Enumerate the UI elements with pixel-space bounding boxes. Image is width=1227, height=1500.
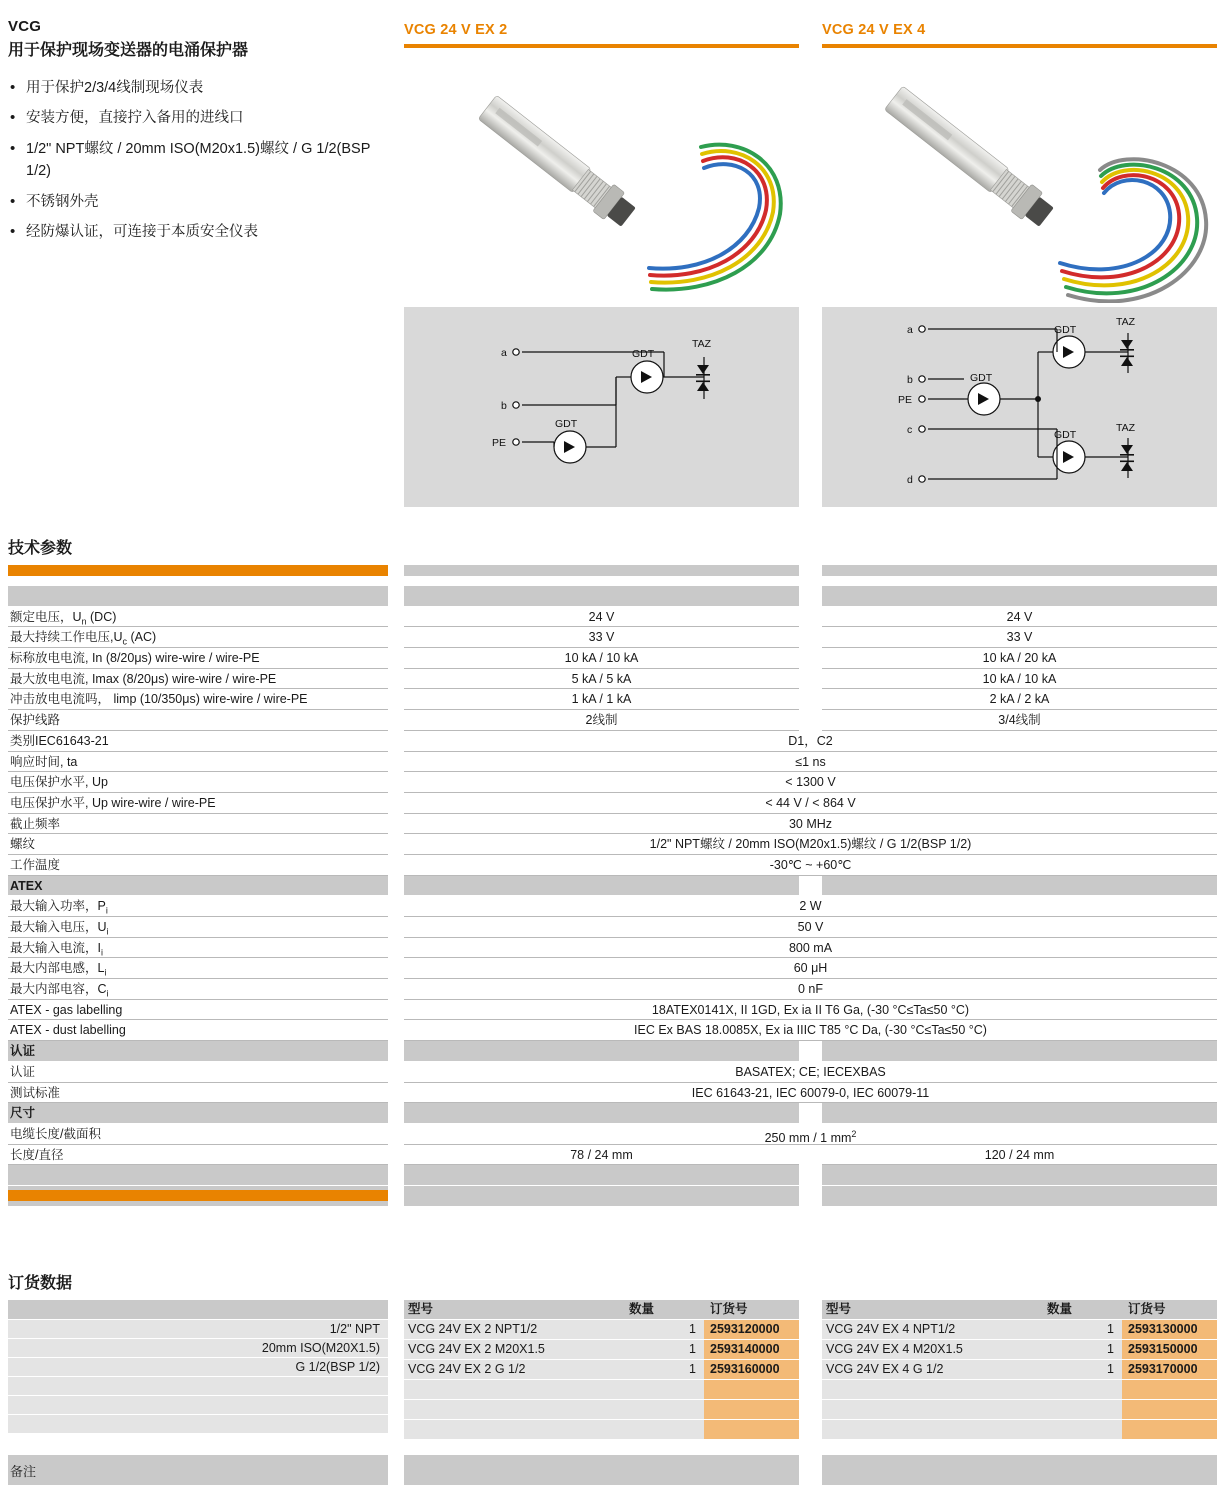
spec-row (404, 689, 1217, 710)
table-row[interactable] (822, 1320, 1217, 1340)
order-code (704, 1400, 799, 1420)
spec-row (404, 1186, 1217, 1207)
order-code (704, 1380, 799, 1400)
spec-row (404, 876, 1217, 897)
spec-value: 5 kA / 5 kA (404, 669, 799, 690)
order-model: VCG 24V EX 2 G 1/2 (408, 1362, 526, 1376)
spec-row (404, 710, 1217, 731)
diagram-part: GDT (970, 372, 993, 384)
order-code: 2593160000 (704, 1360, 799, 1380)
spec-row (404, 669, 1217, 690)
order-model (822, 1420, 1047, 1440)
spec-row-label: 电压保护水平, Up (8, 772, 388, 793)
spec-row-label: 保护线路 (8, 710, 388, 731)
order-qty: 1 (689, 1362, 696, 1376)
product-photo-1 (404, 48, 799, 303)
spec-value: 10 kA / 10 kA (822, 669, 1217, 690)
product-column-2 (822, 22, 1217, 507)
diagram-label: a (501, 347, 507, 359)
order-qty (629, 1380, 704, 1400)
spec-row-label: 最大内部电容，$C_i$ (8, 979, 388, 1000)
spec-value: BASATEX; CE; IECEXBAS (404, 1062, 1217, 1083)
order-code (704, 1420, 799, 1440)
spec-value (404, 1103, 799, 1124)
spec-row-label: 标称放电电流, In (8/20μs) wire-wire / wire-PE (8, 648, 388, 669)
spec-row-label: 长度/直径 (8, 1145, 388, 1166)
spec-value: IEC 61643-21, IEC 60079-0, IEC 60079-11 (404, 1083, 1217, 1104)
spec-bar-2 (822, 565, 1217, 576)
spec-row (404, 1145, 1217, 1166)
spec-value: 10 kA / 10 kA (404, 648, 799, 669)
spec-row-label: 电压保护水平, Up wire-wire / wire-PE (8, 793, 388, 814)
column-header: 数量 (629, 1302, 655, 1316)
ordering-header-row (822, 1300, 1217, 1320)
ordering-title-block (8, 1270, 388, 1293)
order-model (822, 1380, 1047, 1400)
spec-value: 10 kA / 20 kA (822, 648, 1217, 669)
order-model (822, 1400, 1047, 1420)
order-model: VCG 24V EX 4 M20X1.5 (826, 1342, 963, 1356)
spec-value: 0 nF (404, 979, 1217, 1000)
spec-row (404, 958, 1217, 979)
spec-row-label: ATEX - dust labelling (8, 1020, 388, 1041)
spec-value: IEC Ex BAS 18.0085X, Ex ia IIIC T85 °C Da, (-30 °C≤Ta≤50 °C) (404, 1020, 1217, 1041)
diagram-label: a (907, 324, 913, 336)
notes-label-cell (8, 1455, 388, 1485)
spec-row (404, 793, 1217, 814)
column-header: 数量 (1047, 1302, 1073, 1316)
spec-value: 250 mm / 1 $mm^2$ (404, 1124, 1217, 1145)
section-title: 技术参数 (8, 540, 73, 557)
spec-value: 33 V (822, 627, 1217, 648)
diagram-label: PE (492, 437, 507, 449)
order-qty (629, 1400, 704, 1420)
ordering-table-1 (404, 1300, 799, 1440)
spec-row-label: 尺寸 (8, 1103, 388, 1124)
spec-row-label: 最大输入电流，$I_i$ (8, 938, 388, 959)
diagram-part: GDT (555, 418, 578, 430)
diagram-part: TAZ (692, 338, 712, 350)
table-row[interactable] (404, 1380, 799, 1400)
spec-value: 120 / 24 mm (822, 1145, 1217, 1166)
order-code: 2593130000 (1122, 1320, 1217, 1340)
spec-row (404, 1000, 1217, 1021)
ordering-thread-label (8, 1415, 388, 1434)
ordering-left-header (8, 1300, 388, 1319)
diagram-part: GDT (1054, 429, 1077, 441)
feature-list (8, 78, 388, 245)
spec-row-label: 最大放电电流, Imax (8/20μs) wire-wire / wire-PE (8, 669, 388, 690)
order-qty: 1 (1107, 1322, 1114, 1336)
intro-block (8, 18, 388, 253)
spec-value (822, 1041, 1217, 1062)
order-model (404, 1380, 629, 1400)
spec-value: 50 V (404, 917, 1217, 938)
column-header: 型号 (408, 1302, 434, 1316)
ordering-thread-label: 1/2" NPT (8, 1320, 388, 1339)
spec-value (822, 1165, 1217, 1186)
ordering-thread-label: G 1/2(BSP 1/2) (8, 1358, 388, 1377)
spec-row (404, 1062, 1217, 1083)
spec-value: 800 mA (404, 938, 1217, 959)
spec-row (404, 834, 1217, 855)
spec-value (822, 1103, 1217, 1124)
spec-row-label: 最大输入功率，$P_i$ (8, 896, 388, 917)
notes-cell-1 (404, 1455, 799, 1485)
notes-label: 备注 (10, 1464, 37, 1479)
table-row[interactable] (822, 1420, 1217, 1440)
spec-accent-bar (8, 565, 388, 576)
spec-value: D1，C2 (404, 731, 1217, 752)
spec-row-label: 电缆长度/截面积 (8, 1124, 388, 1145)
order-code (1122, 1400, 1217, 1420)
order-model: VCG 24V EX 4 NPT1/2 (826, 1322, 956, 1336)
ordering-thread-label: 20mm ISO(M20X1.5) (8, 1339, 388, 1358)
order-model (404, 1400, 629, 1420)
spec-value: 2 kA / 2 kA (822, 689, 1217, 710)
table-row[interactable] (404, 1320, 799, 1340)
spec-value: ≤1 ns (404, 752, 1217, 773)
spec-value: 24 V (822, 607, 1217, 628)
spec-section-title-block (8, 535, 388, 558)
list-item: • 经防爆认证，可连接于本质安全仪表 (8, 222, 388, 244)
spec-value (404, 1186, 799, 1207)
table-row[interactable] (404, 1420, 799, 1440)
diagram-part: GDT (632, 348, 655, 360)
ordering-thread-label (8, 1396, 388, 1415)
ordering-table-2 (822, 1300, 1217, 1440)
spec-row (404, 855, 1217, 876)
spec-value: 60 μH (404, 958, 1217, 979)
spec-row-label (8, 586, 388, 607)
spec-row-label: 响应时间, ta (8, 752, 388, 773)
spec-row (404, 938, 1217, 959)
spec-value (404, 586, 799, 607)
diagram-label: b (907, 374, 913, 386)
order-qty (1047, 1380, 1122, 1400)
diagram-label: d (907, 474, 913, 486)
table-row[interactable] (822, 1400, 1217, 1420)
spec-row-label: 最大持续工作电压$,U_c$ (AC) (8, 627, 388, 648)
table-row[interactable] (404, 1360, 799, 1380)
table-row[interactable] (822, 1340, 1217, 1360)
order-model: VCG 24V EX 2 NPT1/2 (408, 1322, 538, 1336)
list-item: • 不锈钢外壳 (8, 192, 388, 214)
diagram-part: GDT (1054, 324, 1077, 336)
spec-row (404, 1165, 1217, 1186)
spec-value (822, 876, 1217, 897)
spec-value: 2线制 (404, 710, 799, 731)
spec-value: 1 kA / 1 kA (404, 689, 799, 710)
list-item: • 安装方便，直接拧入备用的进线口 (8, 108, 388, 130)
spec-row-label: 螺纹 (8, 834, 388, 855)
spec-row (404, 1124, 1217, 1145)
circuit-diagram-1 (404, 307, 799, 507)
spec-row (404, 627, 1217, 648)
order-qty (629, 1420, 704, 1440)
brand-name: VCG (8, 18, 42, 35)
spec-row (404, 1020, 1217, 1041)
spec-value: -30℃ ~ +60℃ (404, 855, 1217, 876)
spec-row-label: 额定电压，$U_n$ (DC) (8, 607, 388, 628)
spec-row (404, 731, 1217, 752)
spec-row (404, 772, 1217, 793)
spec-row (404, 979, 1217, 1000)
spec-row (404, 1083, 1217, 1104)
diagram-label: b (501, 400, 507, 412)
order-qty: 1 (1107, 1362, 1114, 1376)
spec-value: < 44 V / < 864 V (404, 793, 1217, 814)
spec-row (404, 917, 1217, 938)
spec-value: 18ATEX0141X, II 1GD, Ex ia II T6 Ga, (-30 °C≤Ta≤50 °C) (404, 1000, 1217, 1021)
list-item: • 1/2" NPT螺纹 / 20mm ISO(M20x1.5)螺纹 / G 1/2(BSP 1/2) (8, 139, 388, 183)
diagram-label: c (907, 424, 913, 436)
spec-row-label: 冲击放电电流吗， limp (10/350μs) wire-wire / wire-PE (8, 689, 388, 710)
spec-bar-1 (404, 565, 799, 576)
spec-row-label: 工作温度 (8, 855, 388, 876)
table-row[interactable] (404, 1340, 799, 1360)
order-model: VCG 24V EX 4 G 1/2 (826, 1362, 944, 1376)
spec-value: 78 / 24 mm (404, 1145, 799, 1166)
circuit-diagram-2 (822, 307, 1217, 507)
table-row[interactable] (404, 1400, 799, 1420)
product-title: VCG 24 V EX 2 (404, 22, 508, 38)
order-qty (1047, 1420, 1122, 1440)
spec-value (404, 876, 799, 897)
spec-value (404, 1041, 799, 1062)
table-row[interactable] (822, 1360, 1217, 1380)
notes-cell-2 (822, 1455, 1217, 1485)
spec-value: < 1300 V (404, 772, 1217, 793)
order-qty (1047, 1400, 1122, 1420)
ordering-left-column (8, 1320, 388, 1434)
diagram-part: TAZ (1116, 316, 1136, 328)
spec-row (404, 607, 1217, 628)
spec-row-label (8, 1165, 388, 1186)
spec-value: 3/4线制 (822, 710, 1217, 731)
spec-row (404, 1041, 1217, 1062)
spec-row-label: ATEX (8, 876, 388, 897)
spec-value-columns (404, 586, 1217, 1207)
order-code (1122, 1420, 1217, 1440)
spec-row (404, 1103, 1217, 1124)
column-header: 订货号 (704, 1300, 799, 1320)
diagram-part: TAZ (1116, 422, 1136, 434)
spec-value (822, 1186, 1217, 1207)
spec-row-label: 认证 (8, 1041, 388, 1062)
spec-value: 30 MHz (404, 814, 1217, 835)
order-code: 2593120000 (704, 1320, 799, 1340)
spec-row-label: 认证 (8, 1062, 388, 1083)
spec-footer-bar (8, 1190, 388, 1201)
spec-value: 33 V (404, 627, 799, 648)
spec-row (404, 586, 1217, 607)
list-item: • 用于保护2/3/4线制现场仪表 (8, 78, 388, 100)
spec-value: 1/2" NPT螺纹 / 20mm ISO(M20x1.5)螺纹 / G 1/2(BSP 1/2) (404, 834, 1217, 855)
spec-row (404, 752, 1217, 773)
column-header: 型号 (826, 1302, 852, 1316)
spec-row (404, 814, 1217, 835)
spec-value (822, 586, 1217, 607)
order-qty: 1 (689, 1342, 696, 1356)
order-qty: 1 (689, 1322, 696, 1336)
spec-value (404, 1165, 799, 1186)
product-title: VCG 24 V EX 4 (822, 22, 926, 38)
spec-value: 2 W (404, 896, 1217, 917)
diagram-label: PE (898, 394, 913, 406)
spec-row-label: 测试标准 (8, 1083, 388, 1104)
spec-row-label: 最大输入电压，$U_i$ (8, 917, 388, 938)
order-code: 2593150000 (1122, 1340, 1217, 1360)
spec-row-label: 截止频率 (8, 814, 388, 835)
ordering-thread-label (8, 1377, 388, 1396)
spec-row (404, 896, 1217, 917)
page-title: 用于保护现场变送器的电涌保护器 (8, 42, 249, 59)
order-code: 2593140000 (704, 1340, 799, 1360)
spec-row-label: 类别IEC61643-21 (8, 731, 388, 752)
order-code (1122, 1380, 1217, 1400)
ordering-header-row (404, 1300, 799, 1320)
spec-label-column (8, 586, 388, 1207)
order-code: 2593170000 (1122, 1360, 1217, 1380)
column-header: 订货号 (1122, 1300, 1217, 1320)
order-model (404, 1420, 629, 1440)
section-title: 订货数据 (8, 1275, 73, 1292)
product-column-1 (404, 22, 799, 507)
spec-value: 24 V (404, 607, 799, 628)
spec-row-label: ATEX - gas labelling (8, 1000, 388, 1021)
order-qty: 1 (1107, 1342, 1114, 1356)
spec-row-label: 最大内部电感，$L_i$ (8, 958, 388, 979)
spec-row (404, 648, 1217, 669)
table-row[interactable] (822, 1380, 1217, 1400)
product-photo-2 (822, 48, 1217, 303)
order-model: VCG 24V EX 2 M20X1.5 (408, 1342, 545, 1356)
